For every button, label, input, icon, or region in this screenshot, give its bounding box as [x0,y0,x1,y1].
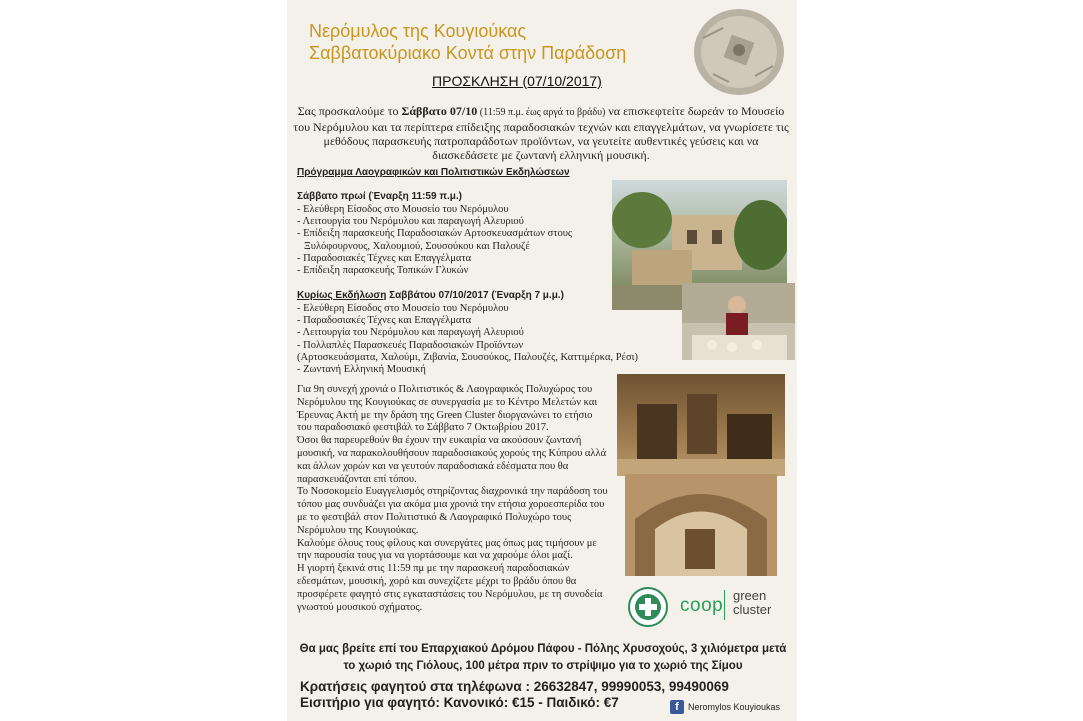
poster-title-line1: Νερόμυλος της Κουγιούκας [309,21,527,41]
green-cluster-logo: green cluster [733,588,772,617]
reservations-text: Κρατήσεις φαγητού στα τηλέφωνα : 26632847, 99990053, 99490069 [300,679,729,694]
story-paragraph: Το Νοσοκομείο Ευαγγελισμός στηρίζοντας διαχρονικά την παράδοση του τόπου μας συνδυάζει για ακόμα μια χρονιά την ετήσια χοροεσπερίδα του με το φεστιβάλ στον Πολιτιστικό & Λαογραφικό Πολυχώρο τους Νερόμυλου της Κουγιούκας. [297,486,608,536]
facebook-icon: f [670,700,684,714]
mill-interior-photo [617,374,785,476]
woman-baking-photo [682,283,795,360]
story-paragraph: Όσοι θα παρευρεθούν θα έχουν την ευκαιρία να ακούσουν ζωντανή μουσική, να παρακολουθήσουν παραδοσιακούς χορούς της Κύπρου αλλά και άλλων χορών και να γευτούν παραδοσιακά εδέσματα που θα παρασκευάζονται επί τόπου. [297,435,607,485]
festival-story [297,384,609,614]
intro-paragraph [291,104,791,162]
facebook-page-name: Neromylos Kouyioukas [688,702,781,712]
page-margin-left [0,0,290,721]
list-item: - Λειτουργία του Νερόμυλου και παραγωγή Αλευριού [297,327,524,339]
intro-date: Σάββατο 07/10 [401,104,478,118]
hospital-logo [628,587,668,627]
main-event-title-rest: Σαββάτου 07/10/2017 (Έναρξη 7 μ.μ.) [386,290,564,301]
millstone-image [693,8,785,96]
morning-program-title: Σάββατο πρωί (Έναρξη 11:59 π.μ.) [297,191,462,202]
story-paragraph: Για 9η συνεχή χρονιά ο Πολιτιστικός & Λαογραφικός Πολυχώρος του Νερόμυλου της Κουγιούκας σε συνεργασία με το Κέντρο Μελετών και Έρευνας Ακτή με την δράση της Green Cluster διοργανώνει το ετήσιο του παραδοσιακό φεστιβάλ το Σάββατο 7 Οκτωβρίου 2017. [297,384,598,434]
intro-rest: να επισκεφτείτε δωρεάν το Μουσείο του Νερόμυλου και τα περίπτερα επίδειξης παραδοσιακών τεχνών και επαγγελμάτων, να γνωρίσετε τις μεθόδους παρασκευής πατροπαράδοτων προϊόντων, να γευτείτε αυθεντικές γεύσεις και να διασκεδάσετε με ζωντανή ελληνική μουσική. [293,104,789,162]
story-paragraph: Καλούμε όλους τους φίλους και συνεργάτες μας όπως μας τιμήσουν με την παρουσία τους για να γιορτάσουμε και να χαρούμε όλοι μαζί. [297,537,597,562]
list-item: - Ελεύθερη Είσοδος στο Μουσείο του Νερόμυλου [297,204,509,215]
main-event-title [297,290,564,301]
list-item: - Ελεύθερη Είσοδος στο Μουσείο του Νερόμυλου [297,303,509,314]
list-item: - Επίδειξη παρασκευής Τοπικών Γλυκών [297,265,469,277]
tickets-text: Εισιτήριο για φαγητό: Κανονικό: €15 - Παιδικό: €7 [300,695,619,710]
list-item: - Παραδοσιακές Τέχνες και Επαγγέλματα [297,315,472,327]
list-item: Ξυλόφουρνους, Χαλουμιού, Σουσούκου και Παλουζέ [304,240,530,252]
main-event-list [297,303,638,376]
main-event-title-underlined: Κυρίως Εκδήλωση [297,290,387,301]
program-heading: Πρόγραμμα Λαογραφικών και Πολιτιστικών Εκδηλώσεων [297,167,570,178]
story-paragraph: Η γιορτή ξεκινά στις 11:59 πμ με την παρασκευή παραδοσιακών εδεσμάτων, μουσική, χορό και συνεχίζετε μέχρι το βράδυ όπου θα προσφέρετε φαγητό στις εγκαταστάσεις του Νερόμυλου, με τη συνοδεία γνωστού μουσικού σχήματος. [297,563,603,613]
coop-logo: coop [680,595,724,616]
intro-time-note: (11:59 π.μ. έως αργά το βράδυ) [477,107,606,118]
intro-before-date: Σας προσκαλούμε το [297,104,402,118]
list-item: - Πολλαπλές Παρασκευές Παραδοσιακών Προϊόντων [297,339,524,351]
list-item: - Λειτουργία του Νερόμυλου και παραγωγή Αλευριού [297,216,524,228]
facebook-link[interactable] [670,700,780,714]
list-item: - Παραδοσιακές Τέχνες και Επαγγέλματα [297,252,472,264]
page-margin-right [795,0,1083,721]
logo-divider [724,590,725,620]
stone-arch-photo [625,474,777,576]
list-item: - Επίδειξη παρασκευής Παραδοσιακών Αρτοσκευασμάτων στους [297,228,573,240]
invitation-heading: ΠΡΟΣΚΛΗΣΗ (07/10/2017) [432,73,602,89]
list-item: - Ζωντανή Ελληνική Μουσική [297,364,426,376]
morning-program-list [297,204,572,277]
list-item: (Αρτοσκευάσματα, Χαλούμι, Ζιβανία, Σουσούκος, Παλουζές, Καττιμέρκα, Ρέσι) [297,351,638,363]
directions-text: Θα μας βρείτε επί του Επαρχιακού Δρόμου Πάφου - Πόλης Χρυσοχούς, 3 χιλιόμετρα μετά το χωριό της Γιόλους, 100 μέτρα πριν το στρίψιμο για το χωριό της Σίμου [299,643,787,672]
poster-title-line2: Σαββατοκύριακο Κοντά στην Παράδοση [309,43,627,63]
